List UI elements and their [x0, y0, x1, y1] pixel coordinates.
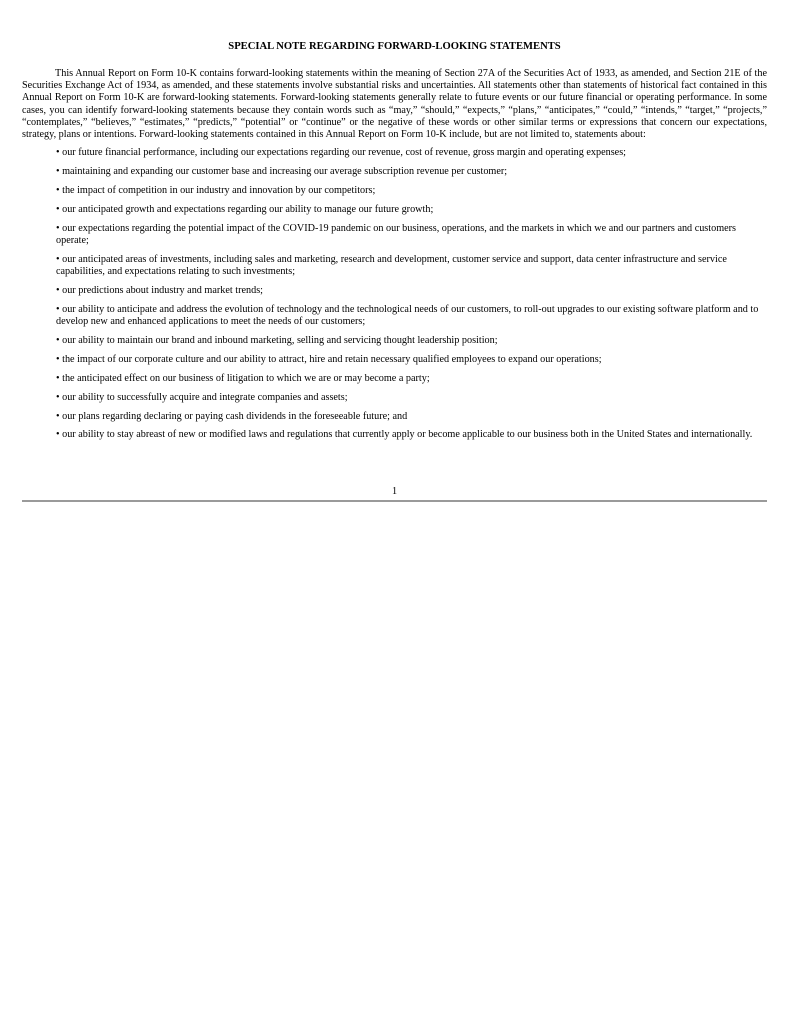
page-divider: [22, 500, 767, 502]
list-item: • our anticipated areas of investments, including sales and marketing, research and development, customer service and support, data center infrastructure and service capabilities, and expectations relating to such investments;: [56, 253, 727, 278]
list-item: • our ability to successfully acquire and integrate companies and assets;: [56, 391, 348, 403]
list-item: • the anticipated effect on our business of litigation to which we are or may become a party;: [56, 372, 430, 384]
section-heading: SPECIAL NOTE REGARDING FORWARD-LOOKING STATEMENTS: [228, 41, 561, 52]
list-item: • our future financial performance, including our expectations regarding our revenue, cost of revenue, gross margin and operating expenses;: [56, 147, 626, 159]
list-item: • our expectations regarding the potential impact of the COVID-19 pandemic on our business, operations, and the markets in which we and our partners and customers operate;: [56, 222, 737, 246]
page-number: 1: [391, 486, 398, 497]
intro-paragraph: This Annual Report on Form 10-K contains forward-looking statements within the meaning of Section 27A of the Securities Act of 1933, as amended, and Section 21E of the Securities Exchange Act of 1934, as amended, and these statements involve substantial risks and uncertainties. All statements other than statements of historical fact contained in this Annual Report on Form 10-K are forward-looking statements. Forward-looking statements generally relate to future events or our future financial or operating performance. In some cases, you can identify forward-looking statements because they contain words such as “may,” “should,” “expects,” “plans,” “anticipates,” “could,” “intends,” “target,” “projects,” “contemplates,” “believes,” “estimates,” “predicts,” “potential” or “continue” or the negative of these words or other similar terms or expressions that concern our expectations, strategy, plans or intentions. Forward-looking statements contained in this Annual Report on Form 10-K include, but are not limited to, statements about:: [22, 68, 767, 141]
list-item: • our anticipated growth and expectations regarding our ability to manage our future growth;: [56, 203, 434, 215]
list-item: • the impact of our corporate culture and our ability to attract, hire and retain necessary qualified employees to expand our operations;: [56, 353, 602, 365]
list-item: • our plans regarding declaring or paying cash dividends in the foreseeable future; and: [56, 410, 408, 422]
document-page: [22, 40, 767, 448]
list-item: • our ability to stay abreast of new or modified laws and regulations that currently apply or become applicable to our business both in the United States and internationally.: [56, 429, 753, 441]
list-item: • our ability to maintain our brand and inbound marketing, selling and servicing thought leadership position;: [56, 334, 498, 346]
list-item: • our predictions about industry and market trends;: [56, 284, 263, 296]
list-item: • maintaining and expanding our customer base and increasing our average subscription revenue per customer;: [56, 166, 508, 178]
list-item: • our ability to anticipate and address the evolution of technology and the technological needs of our customers, to roll-out upgrades to our existing software platform and to develop new and enhanced applications to meet the needs of our customers;: [56, 303, 759, 328]
forward-looking-list: [22, 147, 767, 441]
list-item: • the impact of competition in our industry and innovation by our competitors;: [56, 185, 376, 196]
